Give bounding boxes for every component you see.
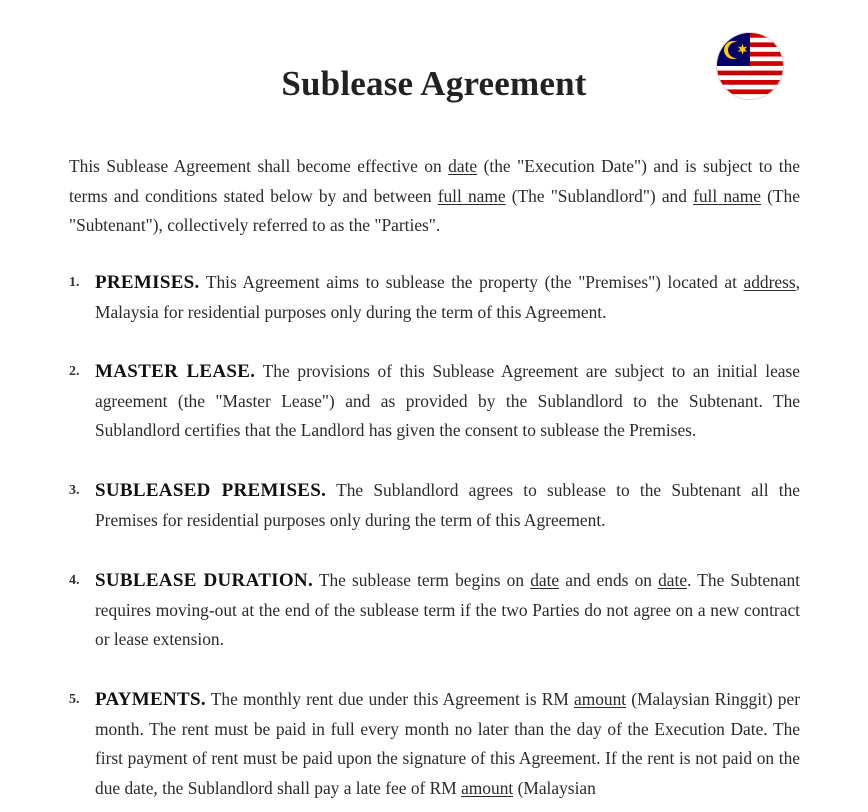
clause-body <box>95 268 800 327</box>
clause-number: 3. <box>69 483 80 498</box>
clause-heading: PREMISES. <box>95 272 200 293</box>
clause-heading: SUBLEASED PREMISES. <box>95 480 327 501</box>
clause-master-lease <box>69 357 800 446</box>
clause-text: and ends on <box>559 570 659 590</box>
clause-premises <box>69 268 800 327</box>
clause-body <box>95 685 800 803</box>
clause-text: (Malaysian <box>513 777 596 798</box>
clause-body <box>95 476 800 535</box>
clause-number: 1. <box>69 275 80 290</box>
late-fee-amount-field[interactable]: amount <box>461 777 514 798</box>
clause-heading: MASTER LEASE. <box>95 361 256 382</box>
clause-body <box>95 566 800 655</box>
intro-text: (The "Subtenant"), collectively referred to as the "Parties". <box>69 185 800 235</box>
clause-heading: SUBLEASE DURATION. <box>95 570 314 591</box>
execution-date-field[interactable]: date <box>448 156 478 176</box>
rent-amount-field[interactable]: amount <box>573 689 627 709</box>
clause-sublease-duration <box>69 566 800 655</box>
address-field[interactable]: address <box>743 272 796 292</box>
clause-body <box>95 357 800 446</box>
clause-text: The sublease term begins on <box>313 570 531 590</box>
clause-text: (Malaysian Ringgit) per month. The rent must be paid in full every month no later than the day of the Execution Date. The first payment of rent must be paid upon the signature of this Agreement. If the rent is not paid on the due date, the Sublandlord shall pay a late fee of RM <box>95 689 801 798</box>
clause-payments <box>69 685 801 803</box>
subtenant-name-field[interactable]: full name <box>693 185 761 206</box>
clause-text: . The Subtenant requires moving-out at the end of the sublease term if the two Parties do not agree on a new contract or lease extension. <box>95 570 800 649</box>
sublandlord-name-field[interactable]: full name <box>437 185 506 206</box>
clause-text: The provisions of this Sublease Agreement are subject to an initial lease agreement (the "Master Lease") and as provided by the Sublandlord to the Subtenant. The Sublandlord certifies that the Landlord has given the consent to sublease the Premises. <box>95 361 800 440</box>
clause-heading: PAYMENTS. <box>95 689 206 710</box>
clause-number: 5. <box>69 692 80 707</box>
document-title: Sublease Agreement <box>281 64 587 103</box>
intro-text: (the "Execution Date") and is subject to the terms and conditions stated below by and between <box>69 156 800 206</box>
clause-text: This Agreement aims to sublease the property (the "Premises") located at <box>199 272 744 292</box>
clause-text: The monthly rent due under this Agreement is RM <box>205 689 574 709</box>
clause-subleased-premises <box>69 476 800 535</box>
clause-number: 4. <box>69 573 80 588</box>
end-date-field[interactable]: date <box>658 570 688 590</box>
clause-text: , Malaysia for residential purposes only during the term of this Agreement. <box>95 272 800 322</box>
intro-paragraph <box>69 152 800 241</box>
intro-text: This Sublease Agreement shall become effective on <box>69 156 449 176</box>
intro-text: (The "Sublandlord") and <box>505 185 694 206</box>
clause-number: 2. <box>69 364 80 379</box>
clause-text: The Sublandlord agrees to sublease to the Subtenant all the Premises for residential purposes only during the term of this Agreement. <box>95 480 800 530</box>
start-date-field[interactable]: date <box>530 570 560 590</box>
